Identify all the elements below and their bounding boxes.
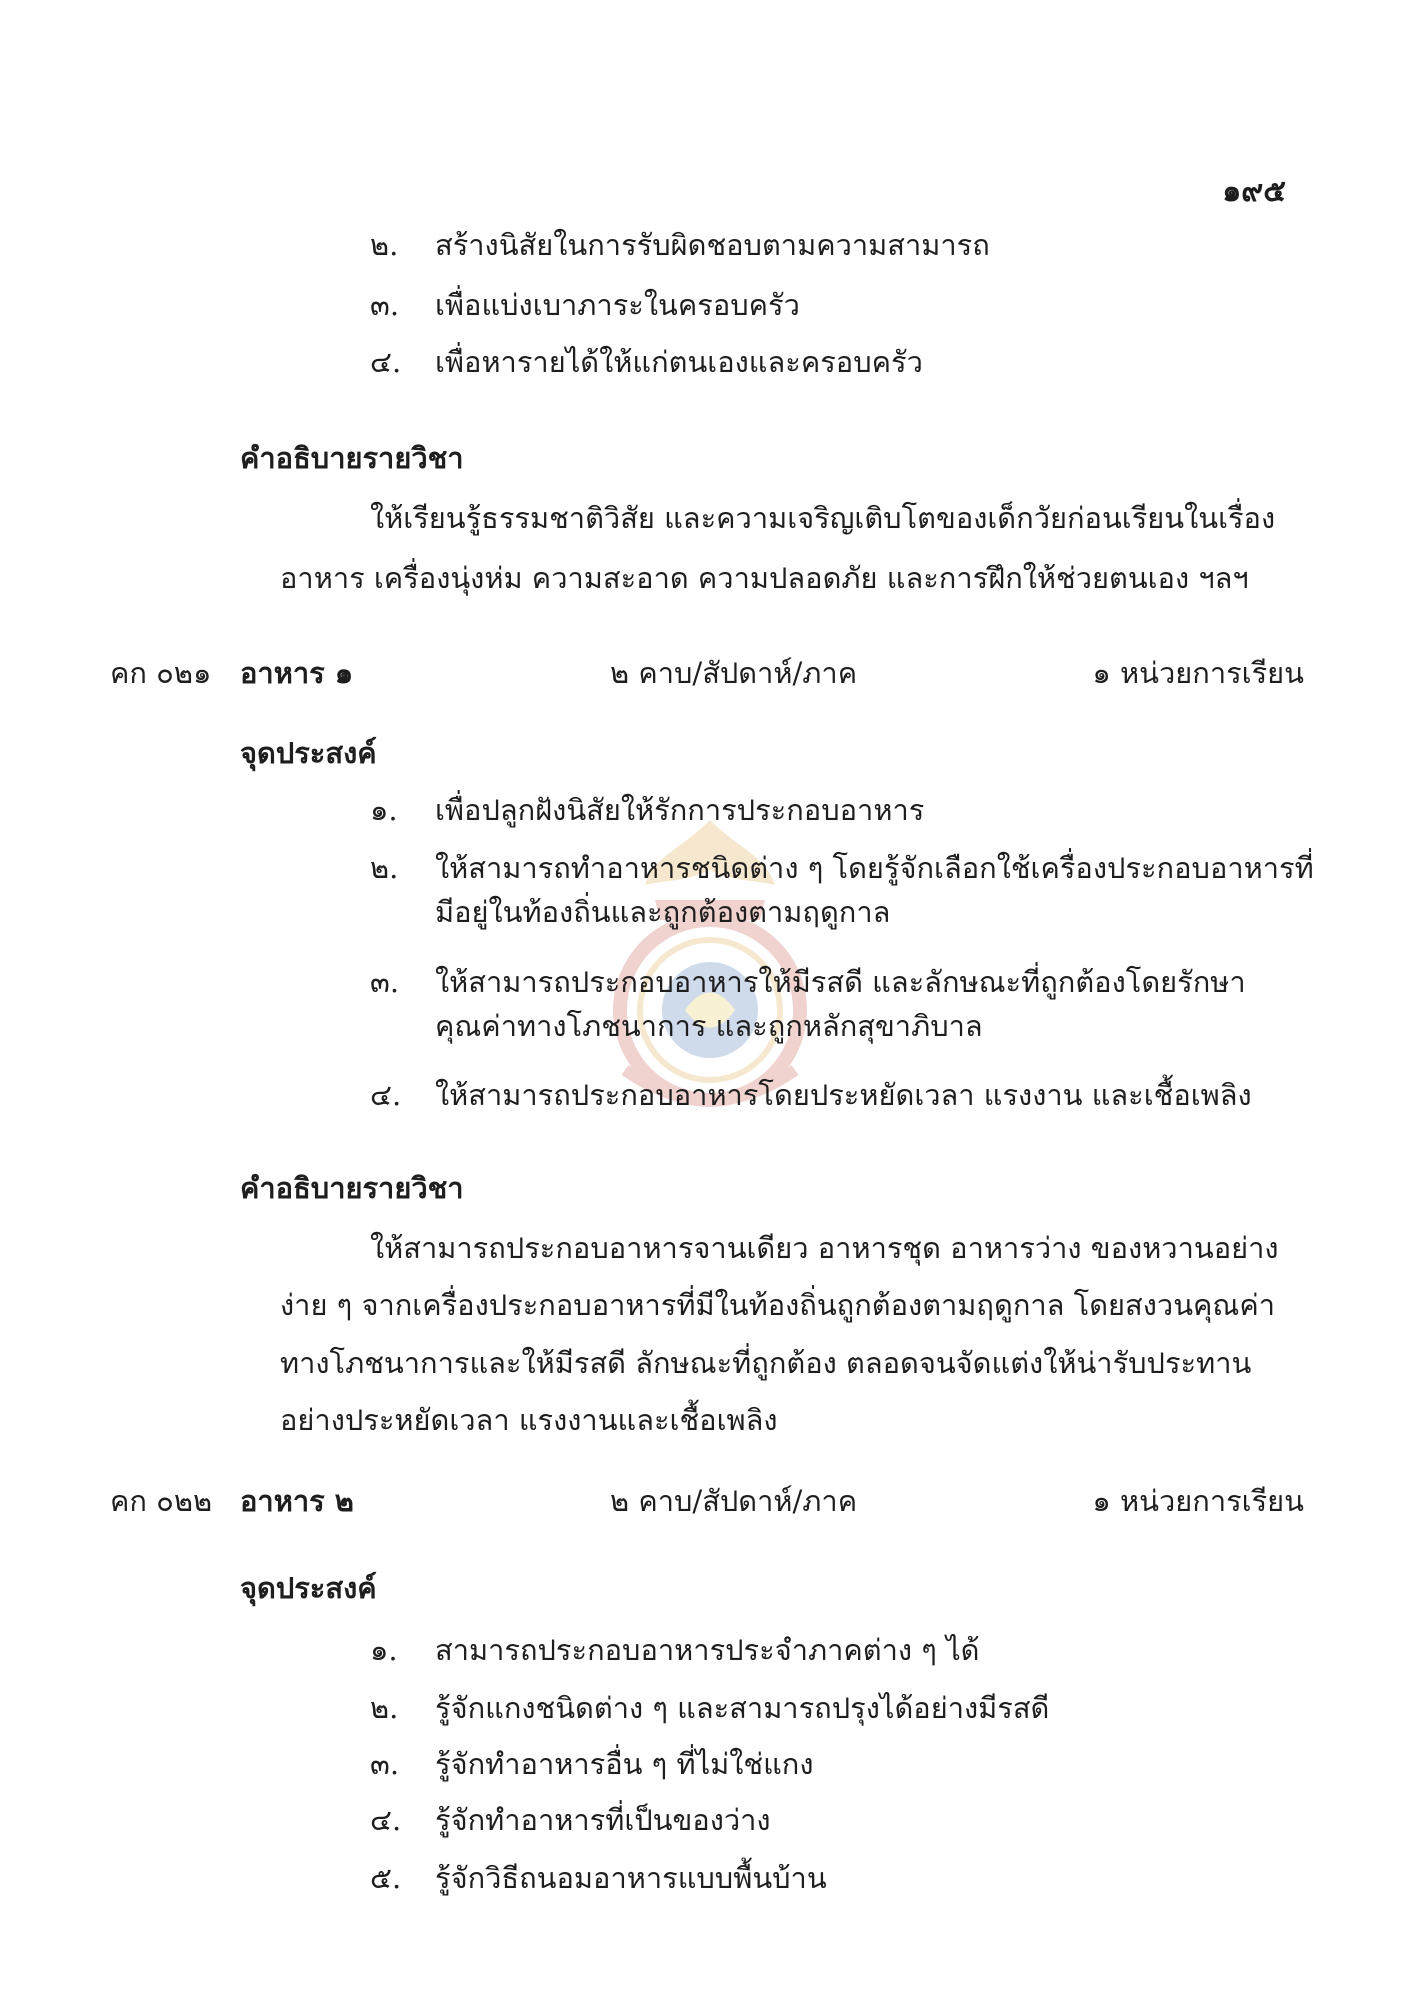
course-title: อาหาร ๒: [240, 1484, 354, 1518]
list-text: รู้จักทำอาหารที่เป็นของว่าง: [435, 1803, 771, 1837]
list-text: เพื่อหารายได้ให้แก่ตนเองและครอบครัว: [435, 345, 923, 379]
list-text: สามารถประกอบอาหารประจำภาคต่าง ๆ ได้: [435, 1633, 980, 1667]
paragraph-line: อย่างประหยัดเวลา แรงงานและเชื้อเพลิง: [280, 1403, 778, 1437]
paragraph-line: ง่าย ๆ จากเครื่องประกอบอาหารที่มีในท้องถิ่นถูกต้องตามฤดูกาล โดยสงวนคุณค่า: [280, 1288, 1276, 1322]
course-code: คก ๐๒๑: [110, 656, 212, 690]
section-heading: คำอธิบายรายวิชา: [240, 1171, 464, 1205]
list-number: ๔.: [370, 1803, 402, 1837]
list-number: ๑.: [370, 1633, 398, 1667]
section-heading: คำอธิบายรายวิชา: [240, 441, 464, 475]
list-text-continued: มีอยู่ในท้องถิ่นและถูกต้องตามฤดูกาล: [435, 895, 891, 929]
list-text: รู้จักทำอาหารอื่น ๆ ที่ไม่ใช่แกง: [435, 1747, 814, 1781]
list-text: เพื่อปลูกฝังนิสัยให้รักการประกอบอาหาร: [435, 793, 925, 827]
list-number: ๒.: [370, 228, 399, 262]
list-text: รู้จักวิธีถนอมอาหารแบบพื้นบ้าน: [435, 1861, 827, 1895]
list-number: ๔.: [370, 1078, 402, 1112]
list-text: ให้สามารถประกอบอาหารให้มีรสดี และลักษณะที่ถูกต้องโดยรักษา: [435, 965, 1246, 999]
list-text: ให้สามารถประกอบอาหารโดยประหยัดเวลา แรงงาน และเชื้อเพลิง: [435, 1078, 1252, 1112]
list-text: ให้สามารถทำอาหารชนิดต่าง ๆ โดยรู้จักเลือกใช้เครื่องประกอบอาหารที่: [435, 851, 1314, 885]
course-hours: ๒ คาบ/สัปดาห์/ภาค: [610, 1484, 858, 1518]
list-number: ๑.: [370, 793, 398, 827]
course-credit: ๑ หน่วยการเรียน: [1092, 1484, 1304, 1518]
paragraph-line: ให้สามารถประกอบอาหารจานเดียว อาหารชุด อาหารว่าง ของหวานอย่าง: [370, 1231, 1279, 1265]
paragraph-line: ทางโภชนาการและให้มีรสดี ลักษณะที่ถูกต้อง ตลอดจนจัดแต่งให้น่ารับประทาน: [280, 1346, 1252, 1380]
list-number: ๔.: [370, 345, 402, 379]
list-number: ๒.: [370, 1691, 399, 1725]
list-number: ๕.: [370, 1861, 402, 1895]
list-number: ๓.: [370, 288, 400, 322]
list-text: เพื่อแบ่งเบาภาระในครอบครัว: [435, 288, 800, 322]
list-text-continued: คุณค่าทางโภชนาการ และถูกหลักสุขาภิบาล: [435, 1009, 983, 1043]
page-number: ๑๙๕: [1222, 174, 1286, 209]
paragraph-line: อาหาร เครื่องนุ่งห่ม ความสะอาด ความปลอดภัย และการฝึกให้ช่วยตนเอง ฯลฯ: [280, 561, 1249, 595]
course-credit: ๑ หน่วยการเรียน: [1092, 656, 1304, 690]
course-title: อาหาร ๑: [240, 656, 354, 690]
section-heading: จุดประสงค์: [240, 1571, 377, 1605]
section-heading: จุดประสงค์: [240, 736, 377, 770]
list-text: รู้จักแกงชนิดต่าง ๆ และสามารถปรุงได้อย่างมีรสดี: [435, 1691, 1050, 1725]
list-text: สร้างนิสัยในการรับผิดชอบตามความสามารถ: [435, 228, 990, 262]
course-hours: ๒ คาบ/สัปดาห์/ภาค: [610, 656, 858, 690]
list-number: ๓.: [370, 1747, 400, 1781]
course-code: คก ๐๒๒: [110, 1484, 213, 1518]
paragraph-line: ให้เรียนรู้ธรรมชาติวิสัย และความเจริญเติบโตของเด็กวัยก่อนเรียนในเรื่อง: [370, 501, 1276, 535]
list-number: ๒.: [370, 851, 399, 885]
list-number: ๓.: [370, 965, 400, 999]
